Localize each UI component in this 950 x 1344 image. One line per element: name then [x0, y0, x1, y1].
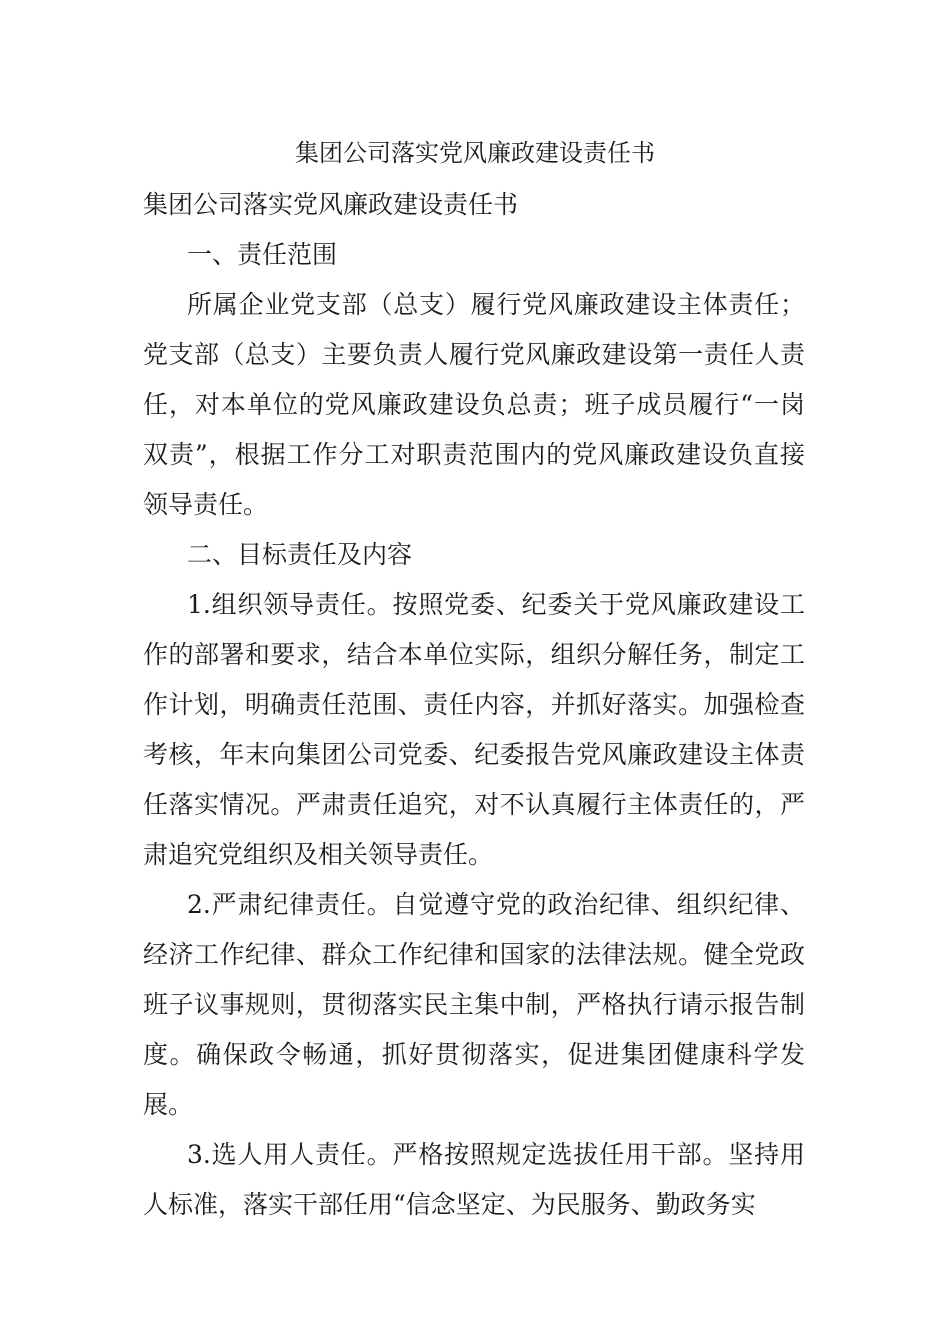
paragraph-item-3: 3.选人用人责任。严格按照规定选拔任用干部。坚持用人标准，落实干部任用“信念坚定、为民服务、勤政务实 — [143, 1140, 805, 1219]
section-heading-scope: 一、责任范围 — [187, 240, 338, 269]
document-subtitle: 集团公司落实党风廉政建设责任书 — [143, 190, 519, 219]
document-title: 集团公司落实党风廉政建设责任书 — [295, 139, 655, 167]
document-body — [143, 180, 805, 1230]
paragraph-item-1: 1.组织领导责任。按照党委、纪委关于党风廉政建设工作的部署和要求，结合本单位实际，组织分解任务，制定工作计划，明确责任范围、责任内容，并抓好落实。加强检查考核，年末向集团公司党委、纪委报告党风廉政建设主体责任落实情况。严肃责任追究，对不认真履行主体责任的，严肃追究党组织及相关领导责任。 — [143, 590, 805, 869]
paragraph-item-2: 2.严肃纪律责任。自觉遵守党的政治纪律、组织纪律、经济工作纪律、群众工作纪律和国家的法律法规。健全党政班子议事规则，贯彻落实民主集中制，严格执行请示报告制度。确保政令畅通，抓好贯彻落实，促进集团健康科学发展。 — [143, 890, 805, 1119]
section-heading-targets: 二、目标责任及内容 — [187, 540, 413, 569]
section-text-scope: 所属企业党支部（总支）履行党风廉政建设主体责任；党支部（总支）主要负责人履行党风廉政建设第一责任人责任，对本单位的党风廉政建设负总责；班子成员履行“一岗双责”，根据工作分工对职责范围内的党风廉政建设负直接领导责任。 — [143, 290, 805, 519]
